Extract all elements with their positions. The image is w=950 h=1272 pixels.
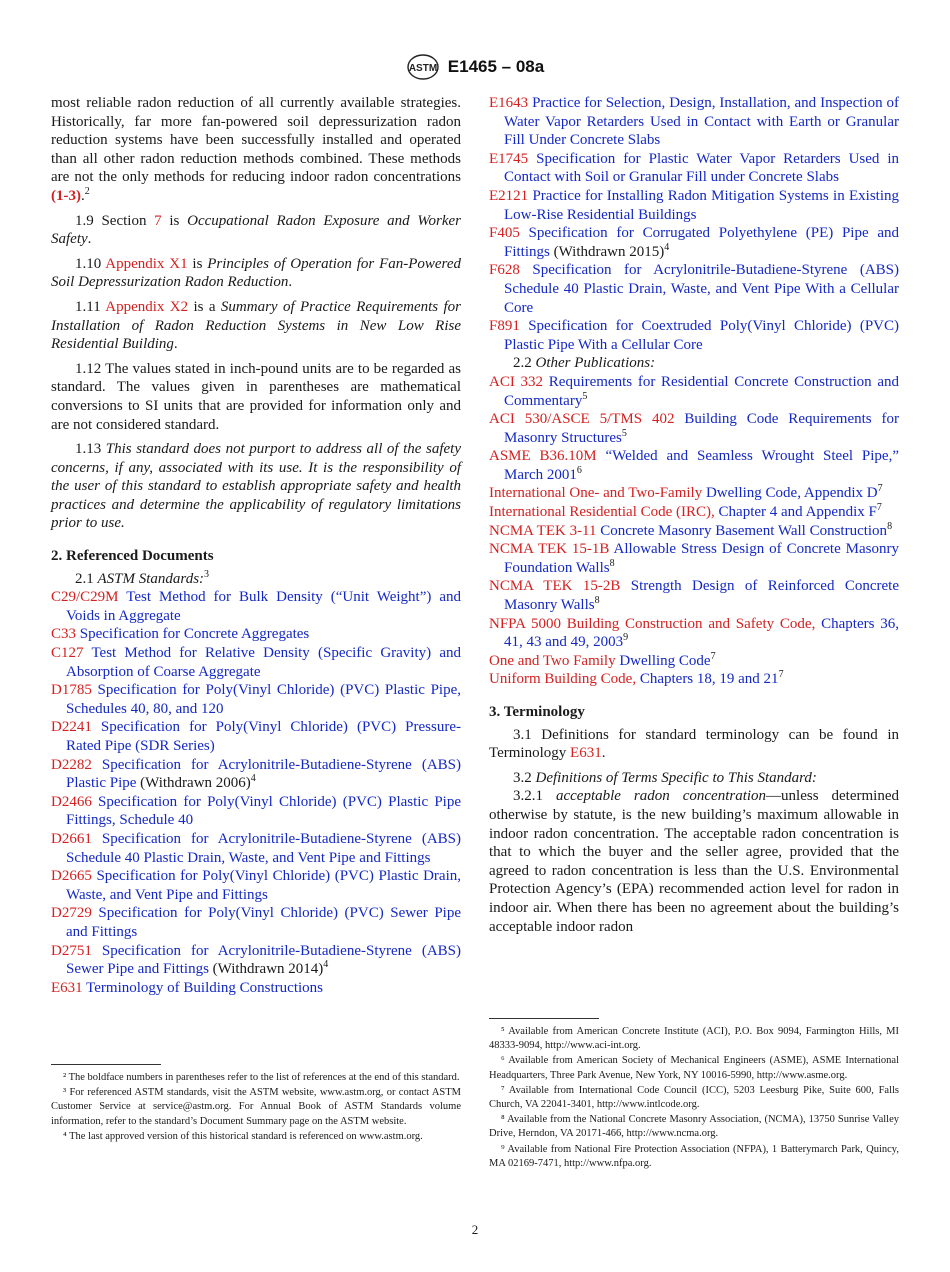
reference-item <box>489 373 899 410</box>
footnote-marker: 7 <box>778 669 784 681</box>
reference-link[interactable]: (1-3) <box>51 187 81 204</box>
reference-title-link[interactable]: Specification for Corrugated Polyethylene (PE) Pipe and Fittings <box>504 225 899 260</box>
footnote-marker: 7 <box>876 502 882 514</box>
right-column <box>489 94 899 942</box>
reference-code-link[interactable]: International Residential Code (IRC), <box>489 504 715 521</box>
reference-title-link[interactable]: Test Method for Relative Density (Specific Gravity) and Absorption of Coarse Aggregate <box>66 645 461 680</box>
reference-title-link[interactable]: Allowable Stress Design of Concrete Masonry Foundation Walls <box>504 541 899 576</box>
footnote: ⁸ Available from the National Concrete Masonry Association, (NCMA), 13750 Sunrise Valley Drive, Herndon, VA 20171-466, http://www.ncma.org. <box>489 1114 899 1140</box>
reference-item <box>489 261 899 317</box>
reference-title-link[interactable]: Chapters 36, 41, 43 and 49, 2003 <box>504 615 899 651</box>
section-1-13: 1.13 This standard does not purport to address all of the safety concerns, if any, associated with its use. It is the responsibility of the user of this standard to establish appropriate safety and health practices and determine the applicability of regulatory limitations prior to use. <box>51 441 461 532</box>
reference-item <box>489 150 899 187</box>
reference-title-link[interactable]: Specification for Poly(Vinyl Chloride) (PVC) Sewer Pipe and Fittings <box>66 905 461 940</box>
left-footnotes <box>51 1064 461 1145</box>
section-2-heading: 2. Referenced Documents <box>51 548 214 565</box>
reference-code-link[interactable]: D2751 <box>51 942 92 959</box>
footnote-marker: 5 <box>621 427 627 439</box>
reference-code-link[interactable]: E1643 <box>489 95 529 111</box>
e631-link[interactable]: E631 <box>570 745 602 762</box>
reference-item <box>51 942 461 979</box>
reference-item <box>489 540 899 577</box>
reference-title-link[interactable]: Test Method for Bulk Density (“Unit Weight”) and Voids in Aggregate <box>66 589 461 624</box>
reference-code-link[interactable]: F405 <box>489 225 520 242</box>
footnote-marker: 5 <box>582 390 588 402</box>
section-2-1: 2.1 ASTM Standards:$^3$ <box>75 568 210 587</box>
withdrawn-note: (Withdrawn 2006) <box>136 775 251 792</box>
reference-item <box>51 625 461 644</box>
reference-code-link[interactable]: D2282 <box>51 756 92 773</box>
astm-reference-list-continued <box>489 94 899 354</box>
footnote: ² The boldface numbers in parentheses refer to the list of references at the end of this standard. <box>63 1072 460 1083</box>
document-id: E1465 – 08a <box>447 57 545 76</box>
reference-code-link[interactable]: International One- and Two-Family <box>489 485 703 502</box>
astm-logo-icon <box>406 53 440 81</box>
reference-code-link[interactable]: ASME B36.10M <box>489 448 597 465</box>
reference-code-link[interactable]: D2729 <box>51 905 92 922</box>
reference-item <box>489 577 899 614</box>
footnote: ⁷ Available from International Code Council (ICC), 5203 Leesburg Pike, Suite 600, Falls Church, VA 22041-3401, http://www.intlcode.org. <box>489 1084 899 1111</box>
reference-title-link[interactable]: Dwelling Code <box>615 652 711 669</box>
reference-code-link[interactable]: E2121 <box>489 187 529 204</box>
reference-item <box>51 681 461 718</box>
footnote: ⁶ Available from American Society of Mechanical Engineers (ASME), ASME International Headquarters, Three Park Avenue, New York, NY 10016-5990, http://www.asme.org. <box>489 1055 899 1081</box>
reference-item <box>489 187 899 224</box>
reference-code-link[interactable]: F891 <box>489 318 520 335</box>
reference-title-link[interactable]: Specification for Acrylonitrile-Butadiene-Styrene (ABS) Schedule 40 Plastic Drain, Waste, and Vent Pipe and Fittings <box>66 830 461 866</box>
reference-code-link[interactable]: D1785 <box>51 682 92 699</box>
reference-code-link[interactable]: C127 <box>51 645 84 662</box>
reference-title-link[interactable]: Practice for Selection, Design, Installation, and Inspection of Water Vapor Retarders Used in Contact with Earth or Granular Fill Under Concrete Slabs <box>504 95 899 149</box>
reference-title-link[interactable]: Specification for Plastic Water Vapor Retarders Used in Contact with Soil or Granular Fill under Concrete Slabs <box>504 150 899 186</box>
reference-title-link[interactable]: Practice for Installing Radon Mitigation Systems in Existing Low-Rise Residential Buildings <box>504 187 899 223</box>
footnote-marker: 8 <box>594 595 600 607</box>
reference-item <box>51 793 461 830</box>
reference-code-link[interactable]: D2466 <box>51 793 92 810</box>
reference-title-link[interactable]: Specification for Poly(Vinyl Chloride) (PVC) Plastic Pipe Fittings, Schedule 40 <box>66 793 461 829</box>
reference-title-link[interactable]: Dwelling Code, Appendix D <box>702 485 878 502</box>
svg-text:ASTM: ASTM <box>408 63 437 74</box>
reference-code-link[interactable]: E631 <box>51 979 83 996</box>
reference-item <box>489 447 899 484</box>
reference-item <box>51 830 461 867</box>
page-number: 2 <box>471 1222 479 1237</box>
section-1-9: 1.9 Section 7 is Occupational Radon Exposure and Worker Safety. <box>51 212 461 248</box>
reference-code-link[interactable]: C33 <box>51 626 77 643</box>
section-3-heading: 3. Terminology <box>489 704 585 720</box>
reference-item <box>51 979 461 998</box>
reference-title-link[interactable]: Specification for Acrylonitrile-Butadiene-Styrene (ABS) Sewer Pipe and Fittings <box>66 942 461 978</box>
reference-code-link[interactable]: NCMA TEK 3-11 <box>489 522 597 539</box>
reference-title-link[interactable]: Specification for Poly(Vinyl Chloride) (PVC) Plastic Pipe, Schedules 40, 80, and 120 <box>66 682 461 717</box>
reference-title-link[interactable]: Concrete Masonry Basement Wall Construction <box>596 522 888 539</box>
reference-code-link[interactable]: D2665 <box>51 868 92 885</box>
reference-item <box>51 756 461 793</box>
section-1-12: 1.12 The values stated in inch-pound units are to be regarded as standard. The values given in parentheses are mathematical conversions to SI units that are provided for information only and are not considered standard. <box>51 360 461 433</box>
section-1-10: 1.10 Appendix X1 is Principles of Operation for Fan-Powered Soil Depressurization Radon Reduction. <box>51 255 461 291</box>
reference-code-link[interactable]: D2661 <box>51 830 92 847</box>
reference-title-link[interactable]: Specification for Poly(Vinyl Chloride) (PVC) Pressure-Rated Pipe (SDR Series) <box>66 719 461 754</box>
reference-title-link[interactable]: Chapter 4 and Appendix F <box>714 504 877 521</box>
reference-item <box>51 644 461 681</box>
footnote: ³ For referenced ASTM standards, visit the ASTM website, www.astm.org, or contact ASTM Customer Service at service@astm.org. For Annual Book of ASTM Standards volume information, refer to the standard’s Document Summary page on the ASTM website. <box>51 1087 461 1127</box>
footnote-marker: 4 <box>250 773 256 785</box>
section-1-11: 1.11 Appendix X2 is a Summary of Practice Requirements for Installation of Radon Reduction Systems in New Low Rise Residential Building. <box>51 298 461 353</box>
footnote-marker: 8 <box>887 520 893 532</box>
reference-item <box>51 588 461 625</box>
footnote-marker: 8 <box>609 557 615 569</box>
section-3-2: 3.2 Definitions of Terms Specific to This Standard: <box>513 769 817 786</box>
footnote-divider <box>51 1064 161 1065</box>
reference-code-link[interactable]: Uniform Building Code, <box>489 671 637 688</box>
footnote: ⁹ Available from National Fire Protection Association (NFPA), 1 Batterymarch Park, Quincy, MA 02169-7471, http://www.nfpa.org. <box>489 1143 899 1169</box>
reference-code-link[interactable]: ACI 332 <box>489 373 544 390</box>
section-2-2: 2.2 Other Publications: <box>513 355 656 372</box>
footnote-marker: 4 <box>323 959 329 971</box>
reference-title-link[interactable]: Specification for Poly(Vinyl Chloride) (PVC) Plastic Drain, Waste, and Vent Pipe and Fittings <box>66 868 461 903</box>
footnote: ⁴ The last approved version of this historical standard is referenced on www.astm.org. <box>63 1130 423 1142</box>
reference-title-link[interactable]: Strength Design of Reinforced Concrete Masonry Walls <box>504 578 899 614</box>
other-publications-list <box>489 373 899 689</box>
reference-title-link[interactable]: Building Code Requirements for Masonry Structures <box>504 411 899 446</box>
reference-title-link[interactable]: Requirements for Residential Concrete Construction and Commentary <box>504 373 899 409</box>
reference-code-link[interactable]: NFPA 5000 Building Construction and Safety Code, <box>489 615 816 632</box>
withdrawn-note: (Withdrawn 2015) <box>549 243 665 260</box>
reference-code-link[interactable]: F628 <box>489 262 520 279</box>
reference-title-link[interactable]: Terminology of Building Constructions <box>82 979 324 996</box>
reference-title-link[interactable]: “Welded and Seamless Wrought Steel Pipe,” March 2001 <box>504 448 899 483</box>
reference-code-link[interactable]: D2241 <box>51 719 92 736</box>
reference-code-link[interactable]: One and Two Family <box>489 652 616 669</box>
reference-item <box>489 522 899 541</box>
reference-code-link[interactable]: E1745 <box>489 150 529 167</box>
footnote-marker: 9 <box>623 632 629 644</box>
reference-code-link[interactable]: NCMA TEK 15-2B <box>489 578 621 595</box>
appendix-x1-link[interactable]: Appendix X1 <box>105 255 188 272</box>
appendix-x2-link[interactable]: Appendix X2 <box>105 298 189 315</box>
reference-title-link[interactable]: Specification for Acrylonitrile-Butadiene-Styrene (ABS) Plastic Pipe <box>66 756 461 792</box>
astm-reference-list <box>51 588 461 997</box>
reference-item <box>489 652 899 671</box>
reference-title-link[interactable]: Specification for Acrylonitrile-Butadiene-Styrene (ABS) Schedule 40 Plastic Drain, Waste, and Vent Pipe With a Cellular Core <box>504 262 899 316</box>
left-column <box>51 94 461 997</box>
section-3-2-1: 3.2.1 acceptable radon concentration—unless determined otherwise by statute, is the new building’s maximum allowable in indoor radon concentration. The acceptable radon concentration is that to which the buyer and the seller agree, provided that the agreed to radon concentration is less than the U.S. Environmental Protection Agency’s (EPA) recommended action level for radon in indoor air. When there has been no agreement about the building’s acceptable indoor radon <box>489 788 899 935</box>
reference-code-link[interactable]: NCMA TEK 15-1B <box>489 541 610 558</box>
page-header <box>0 52 950 82</box>
reference-item <box>489 503 899 522</box>
footnote-marker: 6 <box>576 464 582 476</box>
withdrawn-note: (Withdrawn 2014) <box>208 961 324 978</box>
reference-code-link[interactable]: ACI 530/ASCE 5/TMS 402 <box>489 411 675 428</box>
footnote: ⁵ Available from American Concrete Institute (ACI), P.O. Box 9094, Farmington Hills, MI 48333-9094, http://www.aci-int.org. <box>489 1026 899 1052</box>
reference-item <box>489 224 899 261</box>
reference-title-link[interactable]: Specification for Coextruded Poly(Vinyl Chloride) (PVC) Plastic Pipe With a Cellular Core <box>504 318 899 353</box>
reference-item <box>489 615 899 652</box>
reference-code-link[interactable]: C29/C29M <box>51 589 119 606</box>
reference-title-link[interactable]: Chapters 18, 19 and 21 <box>636 671 779 688</box>
section-link[interactable]: 7 <box>154 212 162 229</box>
footnote-marker: 7 <box>710 650 716 662</box>
reference-item <box>51 867 461 904</box>
reference-item <box>489 94 899 150</box>
reference-title-link[interactable]: Specification for Concrete Aggregates <box>76 626 310 643</box>
reference-item <box>51 904 461 941</box>
reference-item <box>489 484 899 503</box>
section-3-1: 3.1 Definitions for standard terminology can be found in Terminology E631. <box>489 726 899 762</box>
reference-item <box>489 670 899 689</box>
right-footnotes <box>489 1018 899 1172</box>
footnote-divider <box>489 1018 599 1019</box>
reference-item <box>51 718 461 755</box>
reference-item <box>489 317 899 354</box>
reference-item <box>489 410 899 447</box>
footnote-marker: 7 <box>877 483 883 495</box>
paragraph-1-8-continued: most reliable radon reduction of all currently available strategies. Historically, far more fan-powered soil depressurization radon reduction systems have been successfully installed and operated than all other radon reduction methods combined. These methods are not the only methods for reducing indoor radon concentrations (1-3).$^2$ <box>51 95 461 204</box>
footnote-marker: 4 <box>664 241 670 253</box>
